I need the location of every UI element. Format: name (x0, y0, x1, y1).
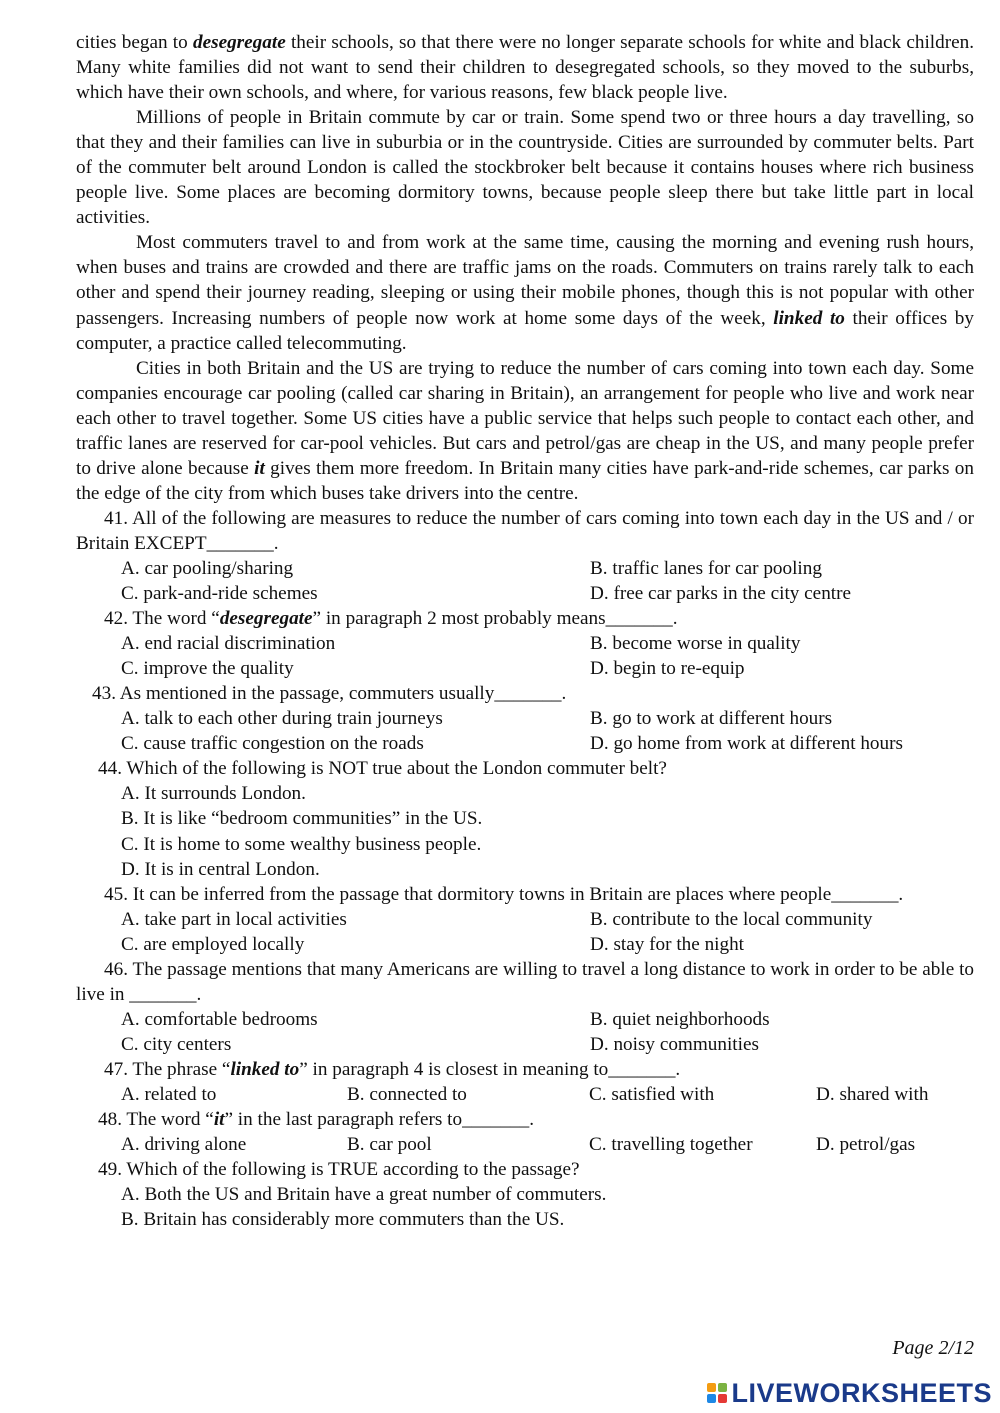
question-42-options-row-2 (76, 656, 974, 681)
question-42-stem (76, 606, 974, 631)
text: Cities in both Britain and the US are trying to reduce the number of cars coming into town each day. Some companies encourage car pooling (called car sharing in Britain), an arrangement for people who live and work near each other to travel together. Some US cities have a public service that helps such people to contact each other, and traffic lanes are reserved for car-pool vehicles. But cars and petrol/gas are cheap in the US, and many people prefer to drive alone because (76, 357, 974, 479)
text: 47. The phrase “ (104, 1058, 231, 1080)
question-44-option-a[interactable]: A. It surrounds London. (121, 783, 306, 805)
logo-text: LIVEWORKSHEETS (731, 1377, 992, 1408)
question-48-option-c[interactable]: C. travelling together (589, 1134, 753, 1156)
logo-square-blue (707, 1394, 716, 1403)
logo-square-red (718, 1394, 727, 1403)
passage-paragraph-1 (76, 30, 974, 105)
question-45-option-c[interactable]: C. are employed locally (121, 933, 305, 955)
highlighted-word: it (254, 457, 265, 479)
question-43-stem: 43. As mentioned in the passage, commuters usually_______. (92, 683, 567, 705)
highlighted-phrase: linked to (230, 1058, 300, 1080)
highlighted-word: it (213, 1109, 225, 1131)
question-46-stem: 46. The passage mentions that many Americans are willing to travel a long distance to work in order to be able to live in _______. (76, 958, 974, 1005)
question-49-option-b[interactable]: B. Britain has considerably more commuters than the US. (121, 1209, 565, 1231)
question-46-options-row-1 (76, 1007, 974, 1032)
question-46-option-d[interactable]: D. noisy communities (590, 1033, 759, 1055)
question-41-option-c[interactable]: C. park-and-ride schemes (121, 583, 318, 605)
question-48-option-d[interactable]: D. petrol/gas (816, 1134, 916, 1156)
logo-square-orange (707, 1383, 716, 1392)
text: their offices by computer, a practice called telecommuting. (76, 307, 974, 354)
question-49-option-a[interactable]: A. Both the US and Britain have a great number of commuters. (121, 1184, 607, 1206)
question-43-option-c[interactable]: C. cause traffic congestion on the roads (121, 733, 424, 755)
text: ” in paragraph 2 most probably means_______. (312, 608, 678, 630)
text: cities began to (76, 32, 193, 53)
highlighted-word: desegregate (193, 32, 286, 53)
passage-paragraph-4 (76, 356, 974, 506)
logo-square-green (718, 1383, 727, 1392)
question-45-options-row-1 (76, 907, 974, 932)
liveworksheets-logo[interactable] (707, 1378, 992, 1408)
page-number: Page 2/12 (892, 1337, 974, 1359)
question-42-option-d[interactable]: D. begin to re-equip (590, 658, 745, 680)
question-41-option-a[interactable]: A. car pooling/sharing (121, 557, 294, 579)
text: 48. The word “ (98, 1109, 214, 1131)
question-47-option-d[interactable]: D. shared with (816, 1083, 929, 1105)
question-42-option-c[interactable]: C. improve the quality (121, 658, 294, 680)
question-46-option-c[interactable]: C. city centers (121, 1033, 232, 1055)
question-46-option-b[interactable]: B. quiet neighborhoods (590, 1008, 770, 1030)
question-45-option-b[interactable]: B. contribute to the local community (590, 908, 873, 930)
question-41-stem: 41. All of the following are measures to reduce the number of cars coming into town each day in the US and / or Britain EXCEPT_______. (76, 507, 974, 554)
question-45-option-d[interactable]: D. stay for the night (590, 933, 745, 955)
question-42-option-b[interactable]: B. become worse in quality (590, 633, 801, 655)
question-48-stem (76, 1107, 974, 1132)
question-45-option-a[interactable]: A. take part in local activities (121, 908, 347, 930)
question-41-options-row-1 (76, 556, 974, 581)
question-47-options-row (76, 1082, 974, 1107)
question-46-option-a[interactable]: A. comfortable bedrooms (121, 1008, 318, 1030)
question-41-option-b[interactable]: B. traffic lanes for car pooling (590, 557, 822, 579)
question-48-options-row (76, 1132, 974, 1157)
question-44-option-d[interactable]: D. It is in central London. (121, 858, 320, 880)
question-42-options-row-1 (76, 631, 974, 656)
question-44-stem: 44. Which of the following is NOT true about the London commuter belt? (98, 758, 667, 780)
question-41-option-d[interactable]: D. free car parks in the city centre (590, 583, 852, 605)
question-43-option-d[interactable]: D. go home from work at different hours (590, 733, 903, 755)
text: their schools, so that there were no longer separate schools for white and black children. Many white families did not want to send their children to desegregated schools, so they moved to the suburbs, which have their own schools, and where, for various reasons, few black people live. (76, 32, 975, 104)
question-49-stem: 49. Which of the following is TRUE according to the passage? (98, 1159, 580, 1181)
question-47-option-b[interactable]: B. connected to (347, 1083, 467, 1105)
text: 42. The word “ (104, 608, 220, 630)
question-44-option-c[interactable]: C. It is home to some wealthy business people. (121, 833, 482, 855)
question-47-stem (76, 1057, 974, 1082)
worksheet-page (76, 30, 974, 1232)
highlighted-phrase: linked to (773, 307, 845, 329)
question-43-options-row-2 (76, 731, 974, 756)
question-47-option-a[interactable]: A. related to (121, 1083, 217, 1105)
text: gives them more freedom. In Britain many cities have park-and-ride schemes, car parks on the edge of the city from which buses take drivers into the centre. (76, 457, 974, 504)
passage-paragraph-3 (76, 230, 974, 355)
passage-paragraph-2: Millions of people in Britain commute by car or train. Some spend two or three hours a day travelling, so that they and their families can live in suburbia or in the countryside. Cities are surrounded by commuter belts. Part of the commuter belt around London is called the stockbroker belt because it contains houses where rich business people live. Some places are becoming dormitory towns, because people sleep there but take little part in local activities. (76, 107, 974, 229)
question-45-options-row-2 (76, 932, 974, 957)
question-47-option-c[interactable]: C. satisfied with (589, 1083, 715, 1105)
text: Most commuters travel to and from work at the same time, causing the morning and evening rush hours, when buses and trains are crowded and there are traffic jams on the roads. Commuters on trains rarely talk to each other and spend their journey reading, sleeping or using their mobile phones, though this is not popular with other passengers. Increasing numbers of people now work at home some days of the week, (76, 232, 974, 329)
logo-grid-icon (707, 1383, 727, 1403)
question-41-options-row-2 (76, 581, 974, 606)
question-48-option-b[interactable]: B. car pool (347, 1134, 432, 1156)
question-43-options-row-1 (76, 706, 974, 731)
question-43-option-a[interactable]: A. talk to each other during train journeys (121, 708, 443, 730)
question-46-options-row-2 (76, 1032, 974, 1057)
text: ” in paragraph 4 is closest in meaning to_______. (299, 1058, 681, 1080)
highlighted-word: desegregate (219, 608, 313, 630)
question-44-option-b[interactable]: B. It is like “bedroom communities” in the US. (121, 808, 483, 830)
question-45-stem: 45. It can be inferred from the passage that dormitory towns in Britain are places where people_______. (104, 883, 904, 905)
question-43-option-b[interactable]: B. go to work at different hours (590, 708, 833, 730)
question-42-option-a[interactable]: A. end racial discrimination (121, 633, 336, 655)
text: ” in the last paragraph refers to_______. (224, 1109, 535, 1131)
question-48-option-a[interactable]: A. driving alone (121, 1134, 247, 1156)
